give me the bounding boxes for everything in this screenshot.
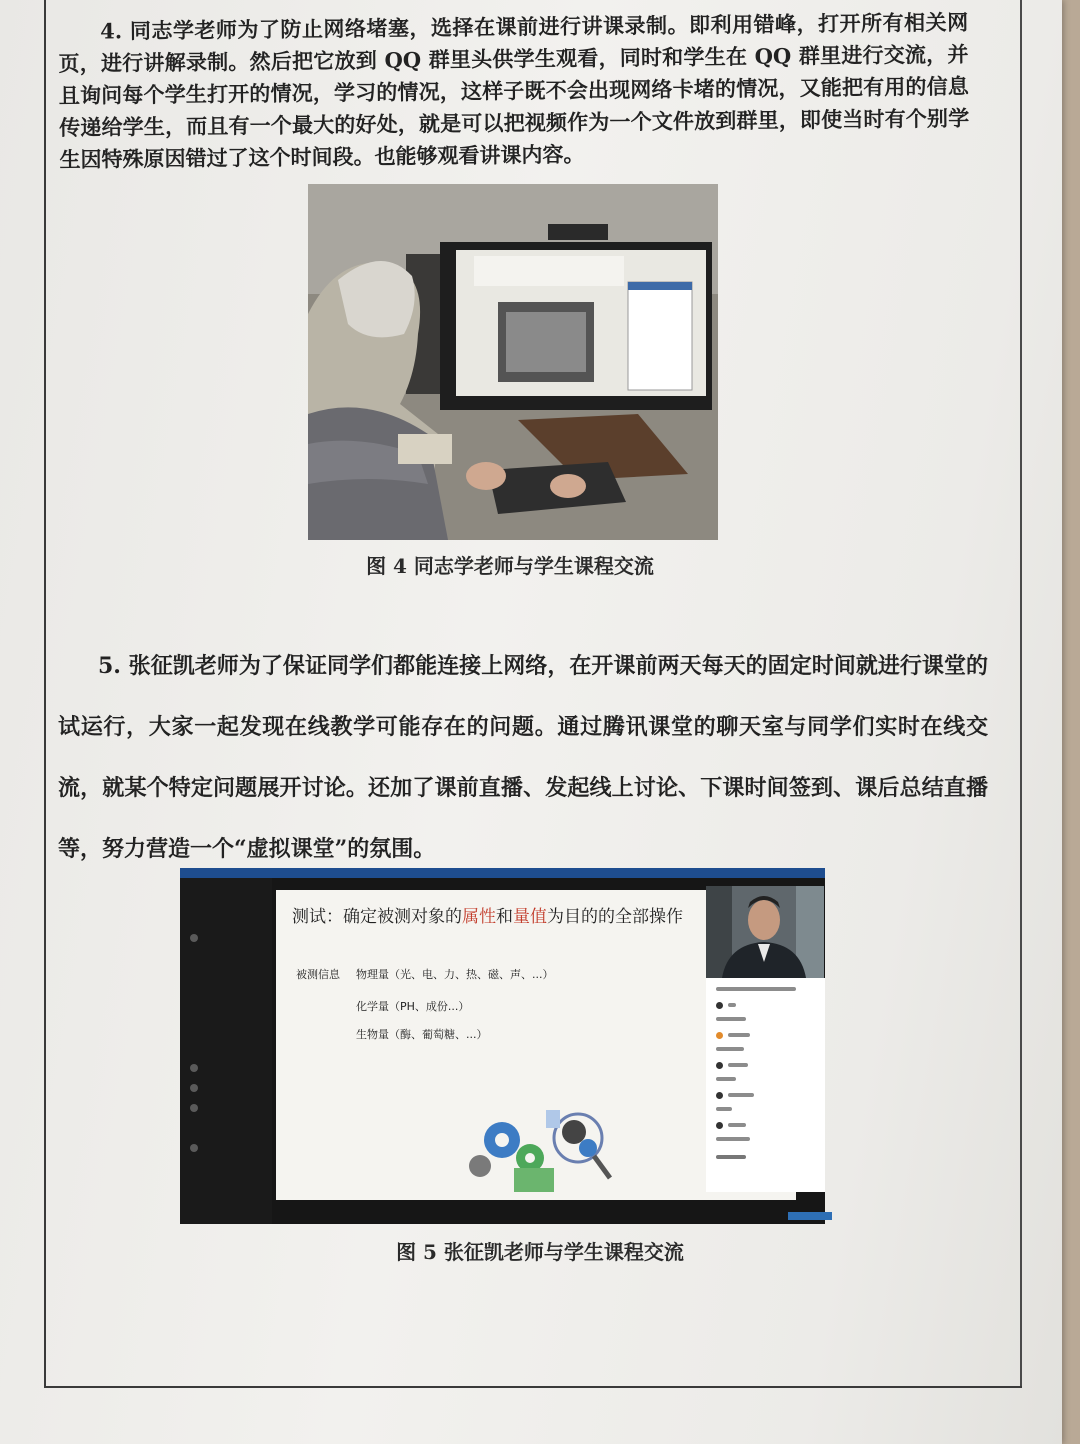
page-border-bottom bbox=[44, 1386, 1022, 1388]
slide-label-measured-info: 被测信息 bbox=[296, 968, 340, 981]
slide-title: 测试：确定被测对象的属性和量值为目的的全部操作 bbox=[292, 907, 683, 927]
paragraph-4: 4. 同志学老师为了防止网络堵塞，选择在课前进行讲课录制。即利用错峰，打开所有相关网页，进行讲解录制。然后把它放到 QQ 群里头供学生观看，同时和学生在 QQ 群里进行交流，并且询问每个学生打开的情况，学习的情况，这样子既不会出现网络卡堵的情况，又能把有用的信息传递给学生，而且有一个最大的好处，就是可以把视频作为一个文件放到群里，即使当时有个别学生因特殊原因错过了这个时间段。也能够观看讲课内容。 bbox=[58, 9, 970, 172]
gears-illustration-icon bbox=[462, 1100, 622, 1196]
toolbar-dot-icon bbox=[190, 934, 198, 942]
slide-item-biological: 生物量（酶、葡萄糖、...） bbox=[356, 1028, 488, 1041]
chat-panel bbox=[706, 978, 825, 1192]
app-title-bar bbox=[180, 868, 825, 878]
page-border-right bbox=[1020, 0, 1022, 1388]
page-border-left bbox=[44, 0, 46, 1388]
sidebar-toolbar bbox=[180, 878, 272, 1224]
figure-5-screenshot bbox=[180, 868, 825, 1224]
send-button bbox=[788, 1212, 832, 1220]
toolbar-dot-icon bbox=[190, 1084, 198, 1092]
figure-4-caption: 图 4 同志学老师与学生课程交流 bbox=[366, 554, 654, 578]
toolbar-dot-icon bbox=[190, 1104, 198, 1112]
teacher-webcam-video bbox=[706, 886, 824, 978]
toolbar-dot-icon bbox=[190, 1144, 198, 1152]
figure-4-photo bbox=[308, 184, 718, 540]
toolbar-dot-icon bbox=[190, 1064, 198, 1072]
paragraph-5: 5. 张征凯老师为了保证同学们都能连接上网络，在开课前两天每天的固定时间就进行课堂的试运行，大家一起发现在线教学可能存在的问题。通过腾讯课堂的聊天室与同学们实时在线交流，就某个特定问题展开讨论。还加了课前直播、发起线上讨论、下课时间签到、课后总结直播等，努力营造一个“虚拟课堂”的氛围。 bbox=[58, 653, 988, 862]
figure-5-caption: 图 5 张征凯老师与学生课程交流 bbox=[396, 1240, 684, 1264]
slide-item-chemical: 化学量（PH、成份...） bbox=[356, 1000, 470, 1013]
slide-item-physical: 物理量（光、电、力、热、磁、声、...） bbox=[356, 968, 554, 981]
